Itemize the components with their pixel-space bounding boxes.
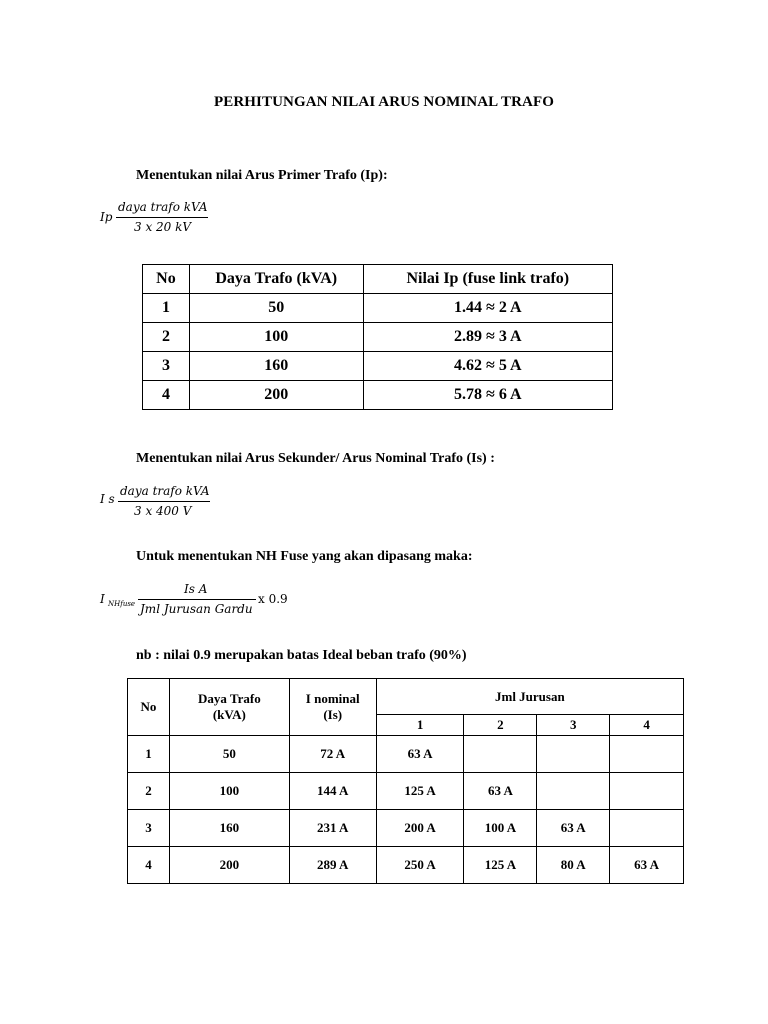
table-cell: 5.78 ≈ 6 A (363, 381, 612, 410)
table-row (143, 294, 613, 323)
table-row (128, 847, 684, 884)
table-cell: 4 (128, 847, 170, 884)
table-cell: 1 (143, 294, 190, 323)
table-cell (610, 773, 684, 810)
header-i-nominal (289, 679, 376, 736)
formula-lhs: I s (100, 492, 115, 506)
table-cell: 1 (128, 736, 170, 773)
secondary-current-formula (100, 482, 220, 522)
table-cell: 63 A (464, 773, 537, 810)
header-i-nominal-label: I nominal (Is) (305, 691, 360, 722)
table-cell: 50 (169, 736, 289, 773)
fraction-bar (138, 599, 256, 600)
table-cell: 125 A (376, 773, 464, 810)
table-row (128, 773, 684, 810)
table-cell: 100 A (464, 810, 537, 847)
table-cell: 160 (169, 810, 289, 847)
table-row (143, 381, 613, 410)
nh-fuse-formula (100, 580, 300, 620)
table-row (143, 352, 613, 381)
table-header-row (143, 265, 613, 294)
table-row (143, 323, 613, 352)
nh-fuse-heading: Untuk menentukan NH Fuse yang akan dipasang maka: (136, 549, 473, 564)
formula-denominator: 3 x 20 kV (134, 220, 192, 234)
formula-subscript: NHfuse (108, 600, 136, 608)
primary-current-formula (100, 198, 220, 238)
formula-lhs: Ip (100, 210, 113, 224)
nh-fuse-table (127, 678, 684, 884)
table-cell (537, 736, 610, 773)
table-cell (610, 736, 684, 773)
table-cell: 125 A (464, 847, 537, 884)
table-header-row (128, 679, 684, 715)
table-cell: 100 (189, 323, 363, 352)
table-cell: 289 A (289, 847, 376, 884)
page-title: PERHITUNGAN NILAI ARUS NOMINAL TRAFO (213, 94, 555, 110)
formula-numerator: daya trafo kVA (118, 200, 208, 214)
table-cell: 231 A (289, 810, 376, 847)
primary-current-table (142, 264, 613, 410)
formula-numerator: daya trafo kVA (120, 484, 210, 498)
table-cell: 63 A (537, 810, 610, 847)
table-cell: 63 A (610, 847, 684, 884)
table-cell: 50 (189, 294, 363, 323)
table-cell: 3 (128, 810, 170, 847)
formula-denominator: Jml Jurusan Gardu (140, 602, 253, 616)
table-cell: 160 (189, 352, 363, 381)
header-jurusan-3: 3 (537, 715, 610, 736)
formula-lhs: I (100, 592, 105, 606)
header-daya-trafo: Daya Trafo (kVA) (189, 265, 363, 294)
primary-current-heading: Menentukan nilai Arus Primer Trafo (Ip): (136, 168, 388, 183)
table-cell: 72 A (289, 736, 376, 773)
secondary-current-heading: Menentukan nilai Arus Sekunder/ Arus Nominal Trafo (Is) : (136, 451, 495, 466)
table-cell: 2 (143, 323, 190, 352)
table-cell: 250 A (376, 847, 464, 884)
table-cell: 2.89 ≈ 3 A (363, 323, 612, 352)
table-cell: 100 (169, 773, 289, 810)
header-daya-trafo (169, 679, 289, 736)
table-row (128, 810, 684, 847)
table-cell: 63 A (376, 736, 464, 773)
header-daya-label: Daya Trafo (kVA) (197, 691, 261, 722)
note-text: nb : nilai 0.9 merupakan batas Ideal beban trafo (90%) (136, 648, 467, 663)
table-cell: 4.62 ≈ 5 A (363, 352, 612, 381)
table-cell: 2 (128, 773, 170, 810)
formula-denominator: 3 x 400 V (134, 504, 192, 518)
fraction-bar (116, 217, 208, 218)
header-jurusan-4: 4 (610, 715, 684, 736)
table-row (128, 736, 684, 773)
table-cell: 200 (189, 381, 363, 410)
header-nilai-ip: Nilai Ip (fuse link trafo) (363, 265, 612, 294)
table-cell: 200 (169, 847, 289, 884)
table-cell: 200 A (376, 810, 464, 847)
formula-multiplier: x 0.9 (258, 592, 288, 606)
table-cell: 4 (143, 381, 190, 410)
header-jml-jurusan: Jml Jurusan (376, 679, 683, 715)
header-jurusan-1: 1 (376, 715, 464, 736)
table-cell: 80 A (537, 847, 610, 884)
table-cell: 144 A (289, 773, 376, 810)
header-jurusan-2: 2 (464, 715, 537, 736)
header-no: No (128, 679, 170, 736)
fraction-bar (118, 501, 210, 502)
table-cell: 1.44 ≈ 2 A (363, 294, 612, 323)
table-cell: 3 (143, 352, 190, 381)
header-no: No (143, 265, 190, 294)
table-cell (537, 773, 610, 810)
formula-numerator: Is A (184, 582, 208, 596)
table-cell (610, 810, 684, 847)
table-cell (464, 736, 537, 773)
